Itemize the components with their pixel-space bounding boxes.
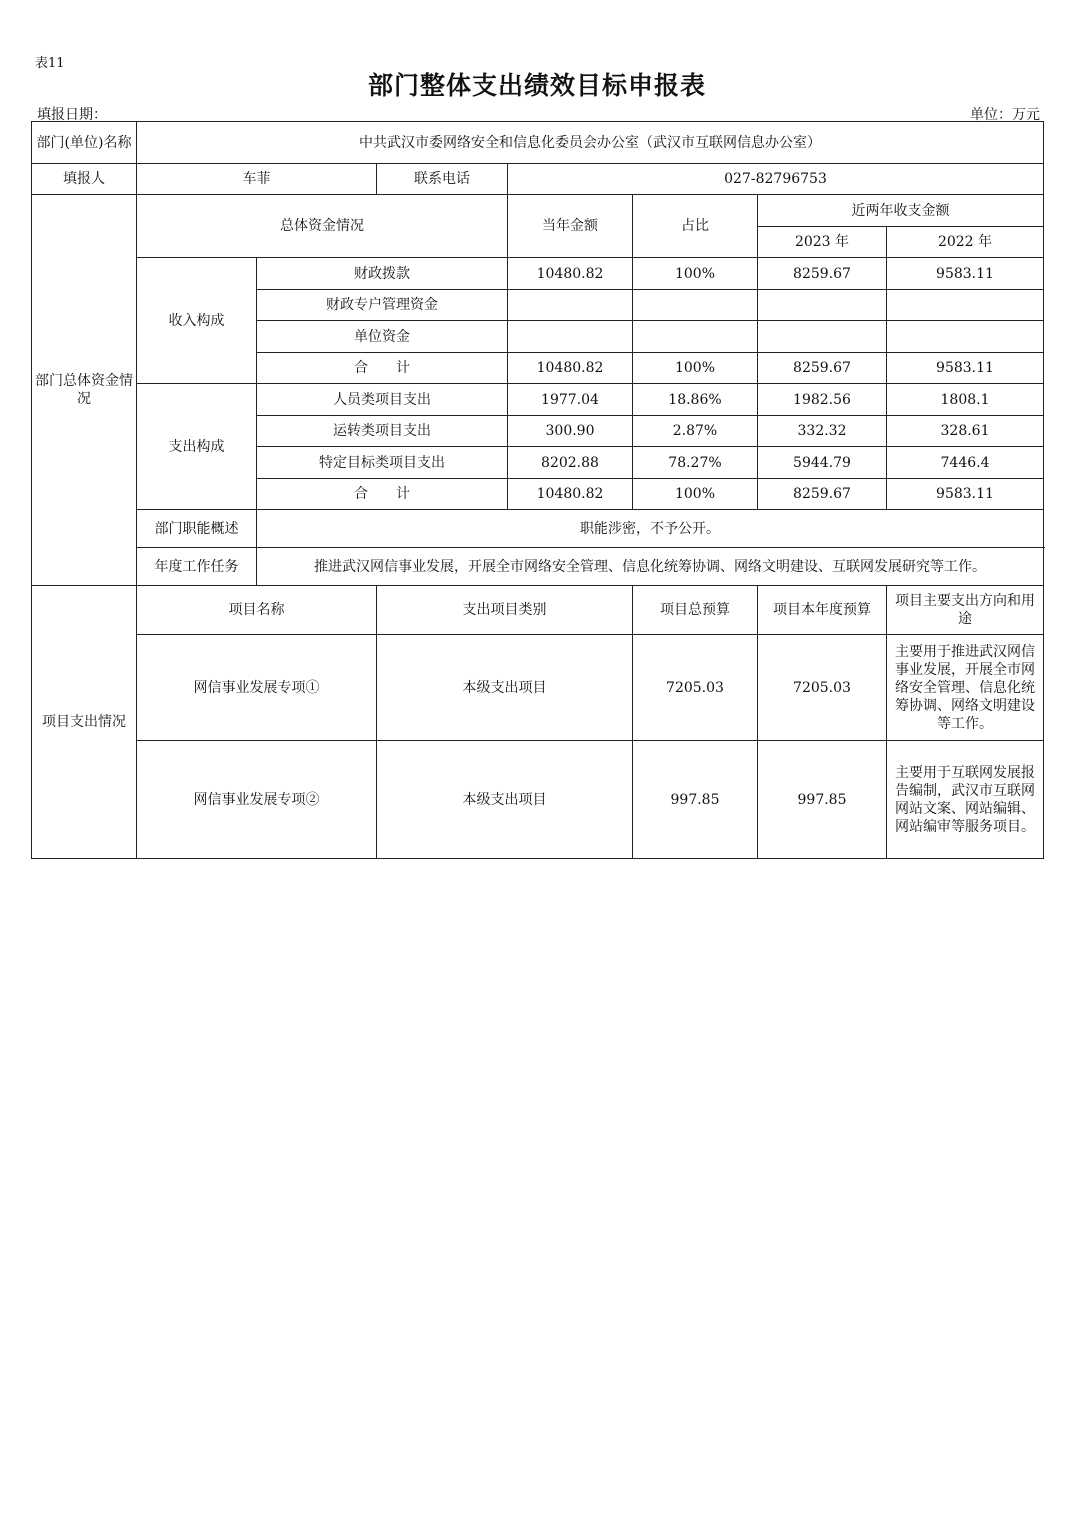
- project-year-budget-cell: 7205.03: [758, 635, 887, 741]
- fill-date-label: 填报日期：: [37, 107, 107, 123]
- amount-cell: 10480.82: [508, 353, 633, 384]
- dept-name-value: 中共武汉市委网络安全和信息化委员会办公室（武汉市互联网信息办公室）: [137, 122, 1044, 164]
- tasks-value: 推进武汉网信事业发展，开展全市网络安全管理、信息化统筹协调、网络文明建设、互联网发展研究等工作。: [257, 548, 1044, 586]
- function-label: 部门职能概述: [137, 510, 257, 548]
- ratio-cell: 100%: [633, 258, 758, 290]
- table-row-label: 财政专户管理资金: [257, 290, 508, 321]
- table-row-label: 财政拨款: [257, 258, 508, 290]
- y2022-cell: [887, 321, 1044, 353]
- phone-label: 联系电话: [377, 164, 508, 195]
- y2022-cell: 9583.11: [887, 479, 1044, 510]
- project-total-budget-cell: 997.85: [633, 741, 758, 859]
- y2023-cell: [758, 321, 887, 353]
- amount-cell: 10480.82: [508, 479, 633, 510]
- ratio-cell: 18.86%: [633, 384, 758, 416]
- project-purpose-cell: 主要用于互联网发展报告编制，武汉市互联网网站文案、网站编辑、网站编审等服务项目。: [887, 741, 1044, 859]
- amount-cell: 10480.82: [508, 258, 633, 290]
- ratio-cell: 78.27%: [633, 447, 758, 479]
- expense-total-label: 合 计: [257, 479, 508, 510]
- income-label: 收入构成: [137, 258, 257, 384]
- y2023-cell: [758, 290, 887, 321]
- amount-cell: [508, 290, 633, 321]
- ratio-cell: [633, 321, 758, 353]
- project-purpose-header: 项目主要支出方向和用途: [887, 586, 1044, 635]
- amount-cell: 300.90: [508, 416, 633, 447]
- project-name-cell: 网信事业发展专项①: [137, 635, 377, 741]
- funds-section-label: 部门总体资金情况: [32, 195, 137, 586]
- y2023-cell: 8259.67: [758, 353, 887, 384]
- amount-header: 当年金额: [508, 195, 633, 258]
- ratio-cell: 100%: [633, 479, 758, 510]
- performance-target-table: [31, 121, 1044, 859]
- amount-cell: [508, 321, 633, 353]
- two-years-header: 近两年收支金额: [758, 195, 1044, 227]
- project-total-budget-header: 项目总预算: [633, 586, 758, 635]
- project-year-budget-cell: 997.85: [758, 741, 887, 859]
- amount-cell: 8202.88: [508, 447, 633, 479]
- y2023-cell: 332.32: [758, 416, 887, 447]
- y2022-cell: 7446.4: [887, 447, 1044, 479]
- document-title: 部门整体支出绩效目标申报表: [367, 71, 706, 100]
- projects-section-label: 项目支出情况: [32, 586, 137, 859]
- y2022-cell: 1808.1: [887, 384, 1044, 416]
- unit-label: 单位：万元: [970, 107, 1040, 123]
- table-row-label: 人员类项目支出: [257, 384, 508, 416]
- ratio-cell: 100%: [633, 353, 758, 384]
- y2023-cell: 1982.56: [758, 384, 887, 416]
- reporter-value: 车菲: [137, 164, 377, 195]
- project-year-budget-header: 项目本年度预算: [758, 586, 887, 635]
- y2023-cell: 5944.79: [758, 447, 887, 479]
- year-2023-header: 2023 年: [758, 227, 887, 258]
- expense-label: 支出构成: [137, 384, 257, 510]
- table-number: 表11: [35, 56, 65, 71]
- project-category-cell: 本级支出项目: [377, 741, 633, 859]
- project-total-budget-cell: 7205.03: [633, 635, 758, 741]
- y2022-cell: 9583.11: [887, 353, 1044, 384]
- y2022-cell: 328.61: [887, 416, 1044, 447]
- y2023-cell: 8259.67: [758, 479, 887, 510]
- ratio-header: 占比: [633, 195, 758, 258]
- phone-value: 027-82796753: [508, 164, 1044, 195]
- table-row-label: 单位资金: [257, 321, 508, 353]
- y2023-cell: 8259.67: [758, 258, 887, 290]
- year-2022-header: 2022 年: [887, 227, 1044, 258]
- table-row-label: 特定目标类项目支出: [257, 447, 508, 479]
- income-total-label: 合 计: [257, 353, 508, 384]
- function-value: 职能涉密，不予公开。: [257, 510, 1044, 548]
- reporter-label: 填报人: [32, 164, 137, 195]
- project-category-cell: 本级支出项目: [377, 635, 633, 741]
- ratio-cell: 2.87%: [633, 416, 758, 447]
- project-name-cell: 网信事业发展专项②: [137, 741, 377, 859]
- project-category-header: 支出项目类别: [377, 586, 633, 635]
- project-purpose-cell: 主要用于推进武汉网信事业发展，开展全市网络安全管理、信息化统筹协调、网络文明建设等工作。: [887, 635, 1044, 741]
- amount-cell: 1977.04: [508, 384, 633, 416]
- ratio-cell: [633, 290, 758, 321]
- y2022-cell: [887, 290, 1044, 321]
- dept-name-label: 部门(单位)名称: [32, 122, 137, 164]
- table-row-label: 运转类项目支出: [257, 416, 508, 447]
- tasks-label: 年度工作任务: [137, 548, 257, 586]
- overall-funds-header: 总体资金情况: [137, 195, 508, 258]
- project-name-header: 项目名称: [137, 586, 377, 635]
- y2022-cell: 9583.11: [887, 258, 1044, 290]
